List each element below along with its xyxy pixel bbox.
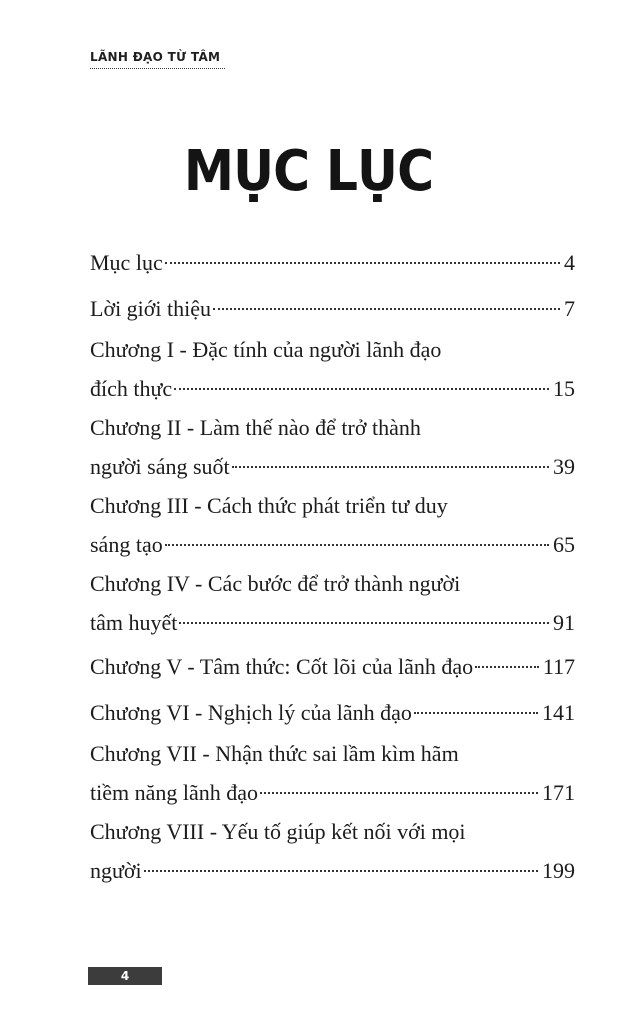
toc-entry-title: Chương V - Tâm thức: Cốt lõi của lãnh đạo [90, 654, 474, 679]
toc-entry-title-line: Chương III - Cách thức phát triển tư duy [90, 493, 448, 518]
toc-page-number: 65 [553, 532, 575, 557]
toc-entry-title-line: Chương VIII - Yếu tố giúp kết nối với mọi [90, 819, 466, 844]
toc-page-number: 117 [542, 654, 575, 679]
toc-page-number: 91 [553, 610, 575, 635]
toc-page-number: 4 [564, 250, 575, 275]
toc-entry-title-line: tâm huyết [90, 610, 178, 635]
toc-entry-chuong-6[interactable] [90, 690, 575, 736]
dot-leader [475, 666, 539, 668]
toc-entry-title-line: người sáng suốt [90, 454, 230, 479]
toc-page-number: 7 [564, 296, 575, 321]
dot-leader [414, 712, 538, 714]
toc-entry-chuong-4[interactable] [90, 566, 575, 644]
toc-entry-title-line: Chương I - Đặc tính của người lãnh đạo [90, 337, 442, 362]
toc-entry-title: Mục lục [90, 250, 163, 275]
running-header: LÃNH ĐẠO TỪ TÂM [90, 50, 221, 64]
dot-leader [165, 544, 549, 546]
toc-page-number: 199 [542, 858, 575, 883]
toc-entry-muc-luc[interactable] [90, 240, 575, 286]
toc-entry-title: Lời giới thiệu [90, 296, 212, 321]
footer-page-number: 4 [120, 969, 130, 983]
toc-entry-chuong-7[interactable] [90, 736, 575, 814]
toc-entry-chuong-3[interactable] [90, 488, 575, 566]
toc-page-number: 15 [553, 376, 575, 401]
toc-entry-chuong-5[interactable] [90, 644, 575, 690]
toc-page-number: 141 [542, 700, 575, 725]
dot-leader [260, 792, 538, 794]
page-title: MỤC LỤC [183, 139, 434, 204]
toc-entry-title-line: người [90, 858, 142, 883]
table-of-contents [90, 240, 575, 892]
toc-page-number: 171 [542, 780, 575, 805]
toc-entry-title-line: Chương VII - Nhận thức sai lầm kìm hãm [90, 741, 459, 766]
toc-entry-title-line: Chương IV - Các bước để trở thành người [90, 571, 461, 596]
toc-entry-loi-gioi-thieu[interactable] [90, 286, 575, 332]
dot-leader [165, 262, 560, 264]
toc-page-number: 39 [553, 454, 575, 479]
header-dotted-rule [90, 68, 225, 69]
toc-entry-title-line: sáng tạo [90, 532, 163, 557]
dot-leader [232, 466, 549, 468]
toc-entry-chuong-2[interactable] [90, 410, 575, 488]
dot-leader [144, 870, 538, 872]
dot-leader [179, 622, 549, 624]
toc-entry-title-line: Chương II - Làm thế nào để trở thành [90, 415, 421, 440]
toc-entry-title-line: tiềm năng lãnh đạo [90, 780, 259, 805]
toc-entry-title: Chương VI - Nghịch lý của lãnh đạo [90, 700, 412, 725]
dot-leader [213, 308, 560, 310]
toc-entry-chuong-8[interactable] [90, 814, 575, 892]
toc-entry-chuong-1[interactable] [90, 332, 575, 410]
toc-entry-title-line: đích thực [90, 376, 173, 401]
dot-leader [174, 388, 549, 390]
